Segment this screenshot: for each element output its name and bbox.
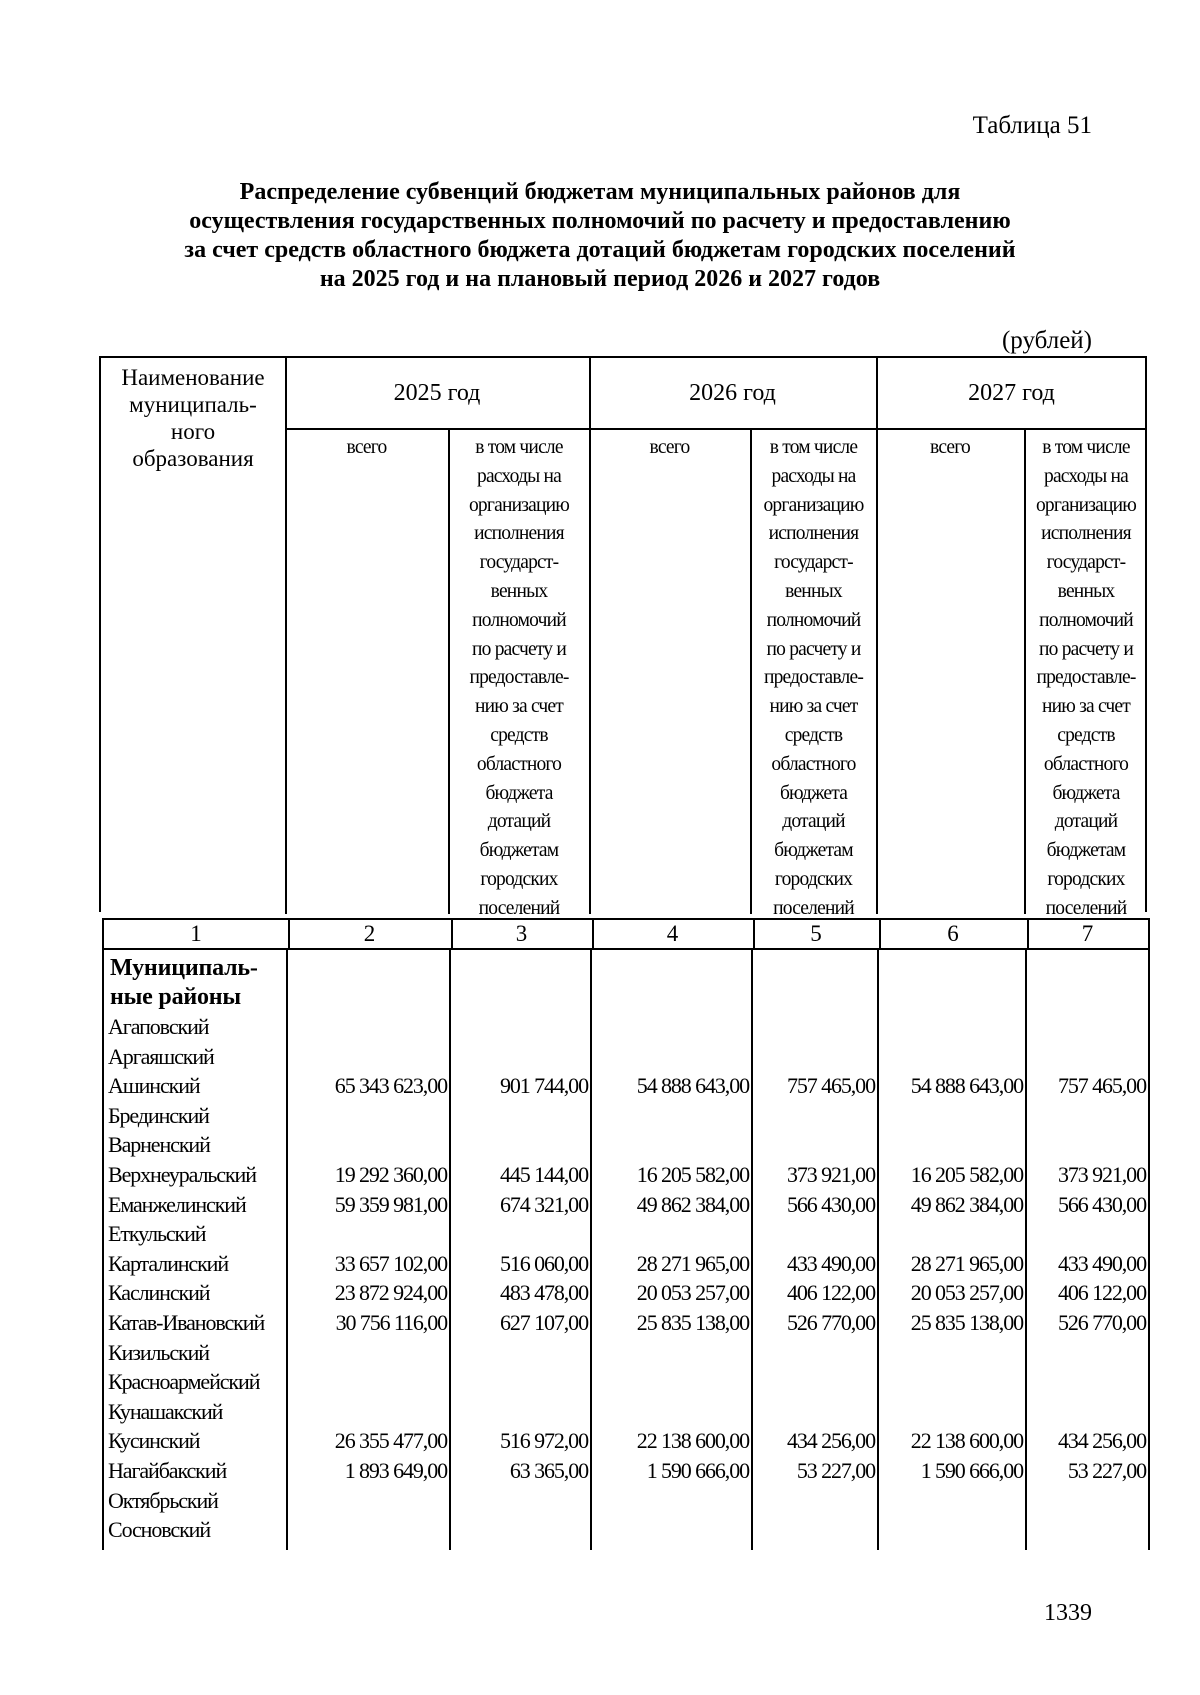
row-value: 19 292 360,00 xyxy=(334,1162,447,1187)
header-text: предоставле- xyxy=(1036,667,1136,689)
header-text: нию за счет xyxy=(769,696,858,718)
header-text: венных xyxy=(785,580,842,602)
row-name: Катав-Ивановский xyxy=(108,1310,265,1335)
header-total: всего xyxy=(930,437,970,458)
row-value: 22 138 600,00 xyxy=(910,1428,1023,1454)
header-text: государст- xyxy=(774,552,853,574)
table-border-right xyxy=(1148,950,1150,1550)
row-name: Аргаяшский xyxy=(108,1043,214,1069)
table-header xyxy=(99,356,1147,919)
header-text: поселений xyxy=(773,897,854,919)
header-text: полномочий xyxy=(766,609,861,631)
header-text: в том числе xyxy=(1042,437,1130,458)
row-value: 433 490,00 xyxy=(1057,1250,1146,1276)
column-number: 1 xyxy=(190,921,202,946)
header-text: бюджета xyxy=(1052,782,1120,804)
header-text: Наименование xyxy=(121,365,265,390)
header-text: по расчету и xyxy=(766,638,861,660)
row-name: Еткульский xyxy=(108,1221,206,1247)
row-value: 901 744,00 xyxy=(499,1073,588,1099)
row-value: 757 465,00 xyxy=(1057,1073,1146,1099)
header-text: государст- xyxy=(1046,552,1126,574)
header-text: венных xyxy=(490,580,548,602)
row-name: Красноармейский xyxy=(108,1369,260,1395)
header-text: нию за счет xyxy=(475,696,563,718)
row-value: 65 343 623,00 xyxy=(334,1073,447,1099)
row-value: 20 053 257,00 xyxy=(910,1280,1023,1306)
row-value: 373 921,00 xyxy=(1057,1162,1146,1187)
header-text: расходы на xyxy=(477,465,561,487)
row-value: 566 430,00 xyxy=(1057,1191,1146,1217)
header-text: предоставле- xyxy=(763,667,864,689)
row-value: 434 256,00 xyxy=(786,1428,875,1454)
header-text: по расчету и xyxy=(1039,638,1133,660)
row-value: 1 590 666,00 xyxy=(646,1458,749,1483)
page-number: 1339 xyxy=(1044,1600,1092,1626)
row-name: Агаповский xyxy=(108,1014,209,1039)
row-value: 483 478,00 xyxy=(499,1280,588,1306)
header-text: расходы на xyxy=(771,465,856,487)
table-border-left xyxy=(102,950,104,1550)
column-number: 7 xyxy=(1081,921,1094,946)
row-value: 54 888 643,00 xyxy=(636,1073,749,1099)
row-value: 627 107,00 xyxy=(499,1310,588,1335)
header-text: дотаций xyxy=(1054,811,1118,833)
row-divider xyxy=(285,428,1147,430)
row-value: 23 872 924,00 xyxy=(334,1280,447,1306)
row-name: Сосновский xyxy=(108,1517,211,1543)
header-text: городских xyxy=(1047,868,1125,890)
row-value: 406 122,00 xyxy=(1057,1280,1146,1306)
row-value: 1 590 666,00 xyxy=(920,1458,1023,1483)
title-line: осуществления государственных полномочий по расчету и предоставлению xyxy=(189,208,1011,234)
header-text: областного xyxy=(771,753,856,775)
header-text: бюджетам xyxy=(774,840,853,862)
column-number: 3 xyxy=(515,921,528,946)
header-text: по расчету и xyxy=(472,638,566,660)
row-value: 433 490,00 xyxy=(786,1250,875,1276)
header-including xyxy=(751,434,876,924)
header-text: исполнения xyxy=(1041,523,1131,545)
column-number: 5 xyxy=(810,921,822,946)
header-year-2025: 2025 год xyxy=(393,380,481,406)
row-value: 25 835 138,00 xyxy=(636,1310,749,1335)
header-text: исполнения xyxy=(474,523,564,545)
header-text: венных xyxy=(1057,580,1115,602)
header-text: поселений xyxy=(478,897,560,919)
row-value: 566 430,00 xyxy=(786,1191,875,1217)
row-value: 16 205 582,00 xyxy=(910,1162,1023,1187)
title-line: Распределение субвенций бюджетам муниципальных районов для xyxy=(239,179,961,205)
header-text: образования xyxy=(132,446,254,471)
header-text: бюджетам xyxy=(1046,840,1126,862)
header-text: полномочий xyxy=(472,609,566,631)
header-text: в том числе xyxy=(769,437,858,458)
table-label: Таблица 51 xyxy=(972,112,1092,139)
header-text: поселений xyxy=(1045,897,1127,919)
header-text: муниципаль- xyxy=(129,392,257,417)
row-value: 49 862 384,00 xyxy=(910,1191,1023,1217)
row-value: 445 144,00 xyxy=(499,1162,588,1187)
column-number: 4 xyxy=(666,921,679,946)
row-value: 63 365,00 xyxy=(509,1458,588,1483)
group-title-line: Муниципаль- xyxy=(110,955,258,981)
header-total: всего xyxy=(346,437,387,458)
table-body xyxy=(102,950,1150,1550)
row-value: 757 465,00 xyxy=(786,1073,875,1099)
header-text: дотаций xyxy=(487,811,551,833)
row-value: 516 060,00 xyxy=(499,1250,588,1276)
header-name-column xyxy=(101,364,285,472)
row-value: 1 893 649,00 xyxy=(344,1458,447,1483)
row-value: 25 835 138,00 xyxy=(910,1310,1023,1335)
row-value: 33 657 102,00 xyxy=(334,1250,447,1276)
row-value: 53 227,00 xyxy=(796,1458,875,1483)
row-name: Варненский xyxy=(108,1132,210,1158)
header-text: бюджета xyxy=(779,782,848,804)
row-name: Кусинский xyxy=(108,1428,200,1454)
header-text: нию за счет xyxy=(1042,696,1130,718)
row-value: 28 271 965,00 xyxy=(636,1250,749,1276)
header-including xyxy=(449,434,589,924)
row-name: Октябрьский xyxy=(108,1487,218,1513)
row-name: Еманжелинский xyxy=(108,1191,246,1217)
row-value: 30 756 116,00 xyxy=(335,1310,447,1335)
row-name: Ашинский xyxy=(108,1073,200,1099)
group-title-line: ные районы xyxy=(110,984,241,1010)
header-text: областного xyxy=(476,753,562,775)
column-numbers-row xyxy=(102,918,1150,950)
group-title xyxy=(110,954,258,1012)
units-label: (рублей) xyxy=(1001,327,1092,354)
row-name: Кизильский xyxy=(108,1339,209,1365)
header-text: дотаций xyxy=(782,811,845,833)
header-text: государст- xyxy=(479,552,559,574)
header-text: организацию xyxy=(468,494,570,516)
row-value: 373 921,00 xyxy=(786,1162,875,1187)
header-year-2027: 2027 год xyxy=(968,380,1055,406)
header-text: организацию xyxy=(763,494,864,516)
header-text: средств xyxy=(1057,724,1115,746)
header-text: исполнения xyxy=(768,523,859,545)
row-name: Карталинский xyxy=(108,1250,229,1276)
row-value: 53 227,00 xyxy=(1067,1458,1146,1483)
header-text: предоставле- xyxy=(469,667,569,689)
header-text: городских xyxy=(774,868,853,890)
document-title xyxy=(150,178,1050,294)
column-number: 2 xyxy=(363,921,376,946)
row-value: 20 053 257,00 xyxy=(636,1280,749,1306)
row-name: Кунашакский xyxy=(108,1398,223,1424)
row-value: 526 770,00 xyxy=(786,1310,875,1335)
header-text: областного xyxy=(1043,753,1129,775)
header-text: бюджетам xyxy=(479,840,559,862)
row-name: Нагайбакский xyxy=(108,1458,227,1483)
row-value: 22 138 600,00 xyxy=(636,1428,749,1454)
header-text: организацию xyxy=(1035,494,1137,516)
header-text: средств xyxy=(490,724,548,746)
row-name: Верхнеуральский xyxy=(108,1162,256,1187)
header-including xyxy=(1025,434,1147,924)
row-value: 434 256,00 xyxy=(1057,1428,1146,1454)
row-value: 526 770,00 xyxy=(1057,1310,1146,1335)
row-name: Каслинский xyxy=(108,1280,210,1306)
header-text: городских xyxy=(480,868,558,890)
header-total: всего xyxy=(649,437,690,458)
row-value: 406 122,00 xyxy=(786,1280,875,1306)
row-value: 59 359 981,00 xyxy=(334,1191,447,1217)
column-number: 6 xyxy=(947,921,959,946)
row-value: 16 205 582,00 xyxy=(636,1162,749,1187)
header-text: полномочий xyxy=(1039,609,1133,631)
row-name: Брединский xyxy=(108,1102,209,1128)
row-value: 26 355 477,00 xyxy=(334,1428,447,1454)
header-text: средств xyxy=(784,724,843,746)
header-text: в том числе xyxy=(475,437,563,458)
row-value: 49 862 384,00 xyxy=(636,1191,749,1217)
header-text: бюджета xyxy=(485,782,553,804)
header-year-2026: 2026 год xyxy=(689,380,776,406)
header-text: ного xyxy=(170,419,216,444)
title-line: за счет средств областного бюджета дотаций бюджетам городских поселений xyxy=(184,237,1016,263)
row-value: 54 888 643,00 xyxy=(910,1073,1023,1099)
row-value: 516 972,00 xyxy=(499,1428,588,1454)
row-value: 674 321,00 xyxy=(499,1191,588,1217)
row-value: 28 271 965,00 xyxy=(910,1250,1023,1276)
title-line: на 2025 год и на плановый период 2026 и 2027 годов xyxy=(319,266,881,292)
header-text: расходы на xyxy=(1044,465,1128,487)
